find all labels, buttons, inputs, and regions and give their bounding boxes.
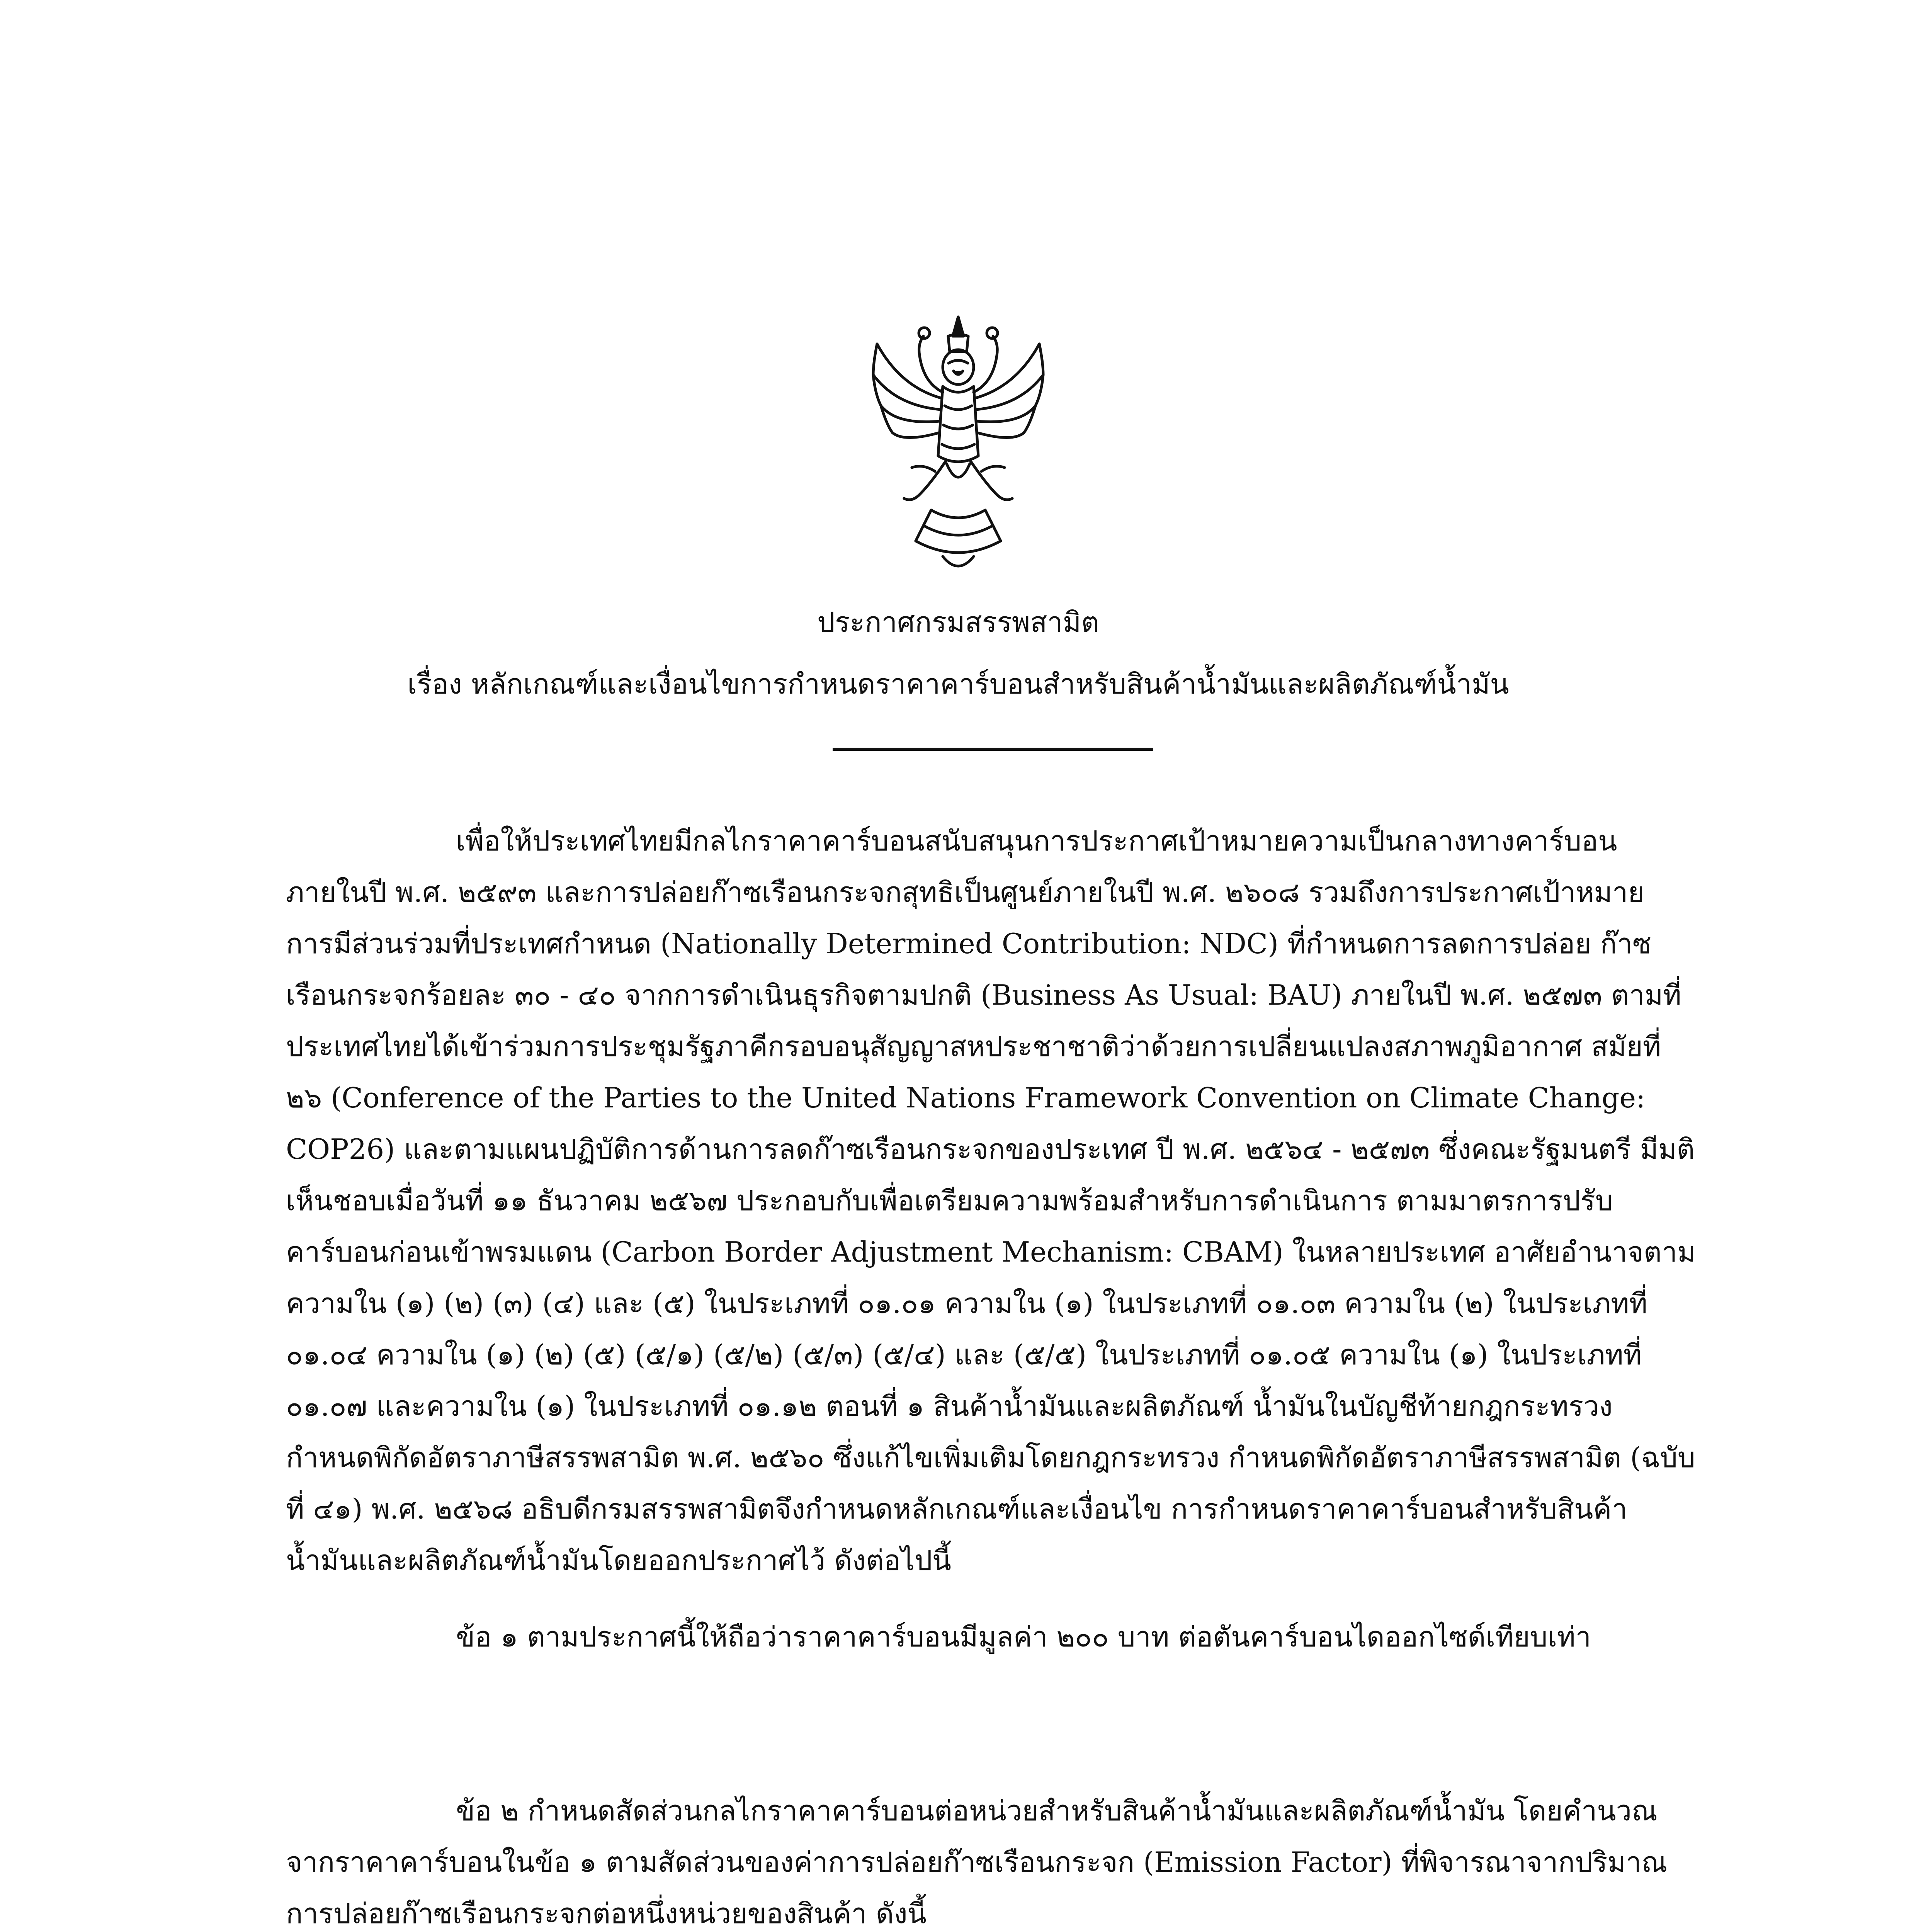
title-divider	[833, 748, 1153, 751]
clause-1-paragraph: ข้อ ๑ ตามประกาศนี้ให้ถือว่าราคาคาร์บอนมีมูลค่า ๒๐๐ บาท ต่อตันคาร์บอนไดออกไซด์เทียบเท่า	[456, 1621, 1591, 1653]
document-title: ประกาศกรมสรรพสามิต	[817, 606, 1099, 638]
clause-2-paragraph: ข้อ ๒ กำหนดสัดส่วนกลไกราคาคาร์บอนต่อหน่วยสำหรับสินค้าน้ำมันและผลิตภัณฑ์น้ำมัน โดยคำนวณจากราคาคาร์บอนในข้อ ๑ ตามสัดส่วนของค่าการปล่อยก๊าซเรือนกระจก (Emission Factor) ที่พิจารณาจากปริมาณการปล่อยก๊าซเรือนกระจกต่อหนึ่งหน่วยของสินค้า ดังนี้	[286, 1794, 1668, 1930]
document-subject: เรื่อง หลักเกณฑ์และเงื่อนไขการกำหนดราคาคาร์บอนสำหรับสินค้าน้ำมันและผลิตภัณฑ์น้ำมัน	[407, 668, 1509, 700]
preamble-paragraph: เพื่อให้ประเทศไทยมีกลไกราคาคาร์บอนสนับสนุนการประกาศเป้าหมายความเป็นกลางทางคาร์บอน ภายในปี พ.ศ. ๒๕๙๓ และการปล่อยก๊าซเรือนกระจกสุทธิเป็นศูนย์ภายในปี พ.ศ. ๒๖๐๘ รวมถึงการประกาศเป้าหมาย การมีส่วนร่วมที่ประเทศกำหนด (Nationally Determined Contribution: NDC) ที่กำหนดการลดการปล่อย ก๊าซเรือนกระจกร้อยละ ๓๐ - ๔๐ จากการดำเนินธุรกิจตามปกติ (Business As Usual: BAU) ภายในปี พ.ศ. ๒๕๗๓ ตามที่ประเทศไทยได้เข้าร่วมการประชุมรัฐภาคีกรอบอนุสัญญาสหประชาชาติว่าด้วยการเปลี่ยนแปลงสภาพภูมิอากาศ สมัยที่ ๒๖ (Conference of the Parties to the United Nations Framework Convention on Climate Change: COP26) และตามแผนปฏิบัติการด้านการลดก๊าซเรือนกระจกของประเทศ ปี พ.ศ. ๒๕๖๔ - ๒๕๗๓ ซึ่งคณะรัฐมนตรี มีมติเห็นชอบเมื่อวันที่ ๑๑ ธันวาคม ๒๕๖๗ ประกอบกับเพื่อเตรียมความพร้อมสำหรับการดำเนินการ ตามมาตรการปรับคาร์บอนก่อนเข้าพรมแดน (Carbon Border Adjustment Mechanism: CBAM) ในหลายประเทศ อาศัยอำนาจตามความใน (๑) (๒) (๓) (๔) และ (๕) ในประเภทที่ ๐๑.๐๑ ความใน (๑) ในประเภทที่ ๐๑.๐๓ ความใน (๒) ในประเภทที่ ๐๑.๐๔ ความใน (๑) (๒) (๕) (๕/๑) (๕/๒) (๕/๓) (๕/๔) และ (๕/๕) ในประเภทที่ ๐๑.๐๕ ความใน (๑) ในประเภทที่ ๐๑.๐๗ และความใน (๑) ในประเภทที่ ๐๑.๑๒ ตอนที่ ๑ สินค้าน้ำมันและผลิตภัณฑ์ น้ำมันในบัญชีท้ายกฎกระทรวงกำหนดพิกัดอัตราภาษีสรรพสามิต พ.ศ. ๒๕๖๐ ซึ่งแก้ไขเพิ่มเติมโดยกฎกระทรวง กำหนดพิกัดอัตราภาษีสรรพสามิต (ฉบับที่ ๔๑) พ.ศ. ๒๕๖๘ อธิบดีกรมสรรพสามิตจึงกำหนดหลักเกณฑ์และเงื่อนไข การกำหนดราคาคาร์บอนสำหรับสินค้าน้ำมันและผลิตภัณฑ์น้ำมันโดยออกประกาศไว้ ดังต่อไปนี้	[286, 825, 1696, 1577]
garuda-emblem-icon	[865, 309, 1051, 580]
